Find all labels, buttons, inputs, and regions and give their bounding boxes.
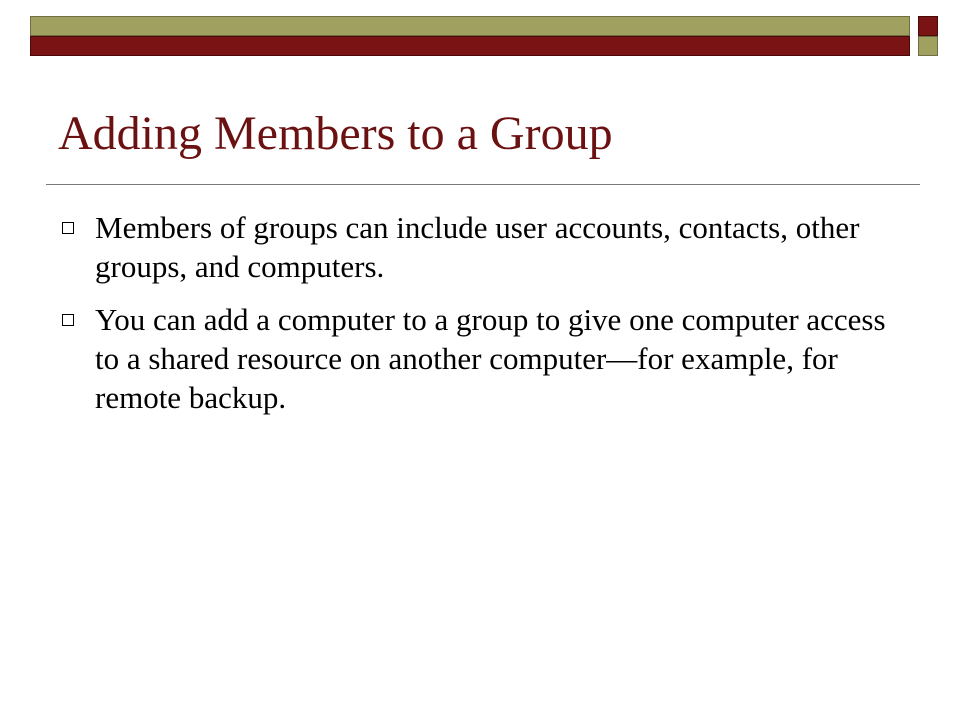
corner-square-olive <box>918 36 938 56</box>
slide-title: Adding Members to a Group <box>58 107 613 160</box>
header-bar-olive <box>30 16 910 36</box>
corner-square-maroon <box>918 16 938 36</box>
header-bar-maroon <box>30 36 910 56</box>
title-divider <box>46 184 920 185</box>
bullet-item <box>60 208 910 286</box>
hollow-square-bullet-icon <box>62 222 74 234</box>
bullet-text: Members of groups can include user accounts, contacts, other groups, and computers. <box>95 210 860 284</box>
bullet-item <box>60 300 910 417</box>
hollow-square-bullet-icon <box>62 314 74 326</box>
bullet-list <box>60 208 910 431</box>
bullet-text: You can add a computer to a group to give one computer access to a shared resource on another computer—for example, for remote backup. <box>95 302 886 415</box>
